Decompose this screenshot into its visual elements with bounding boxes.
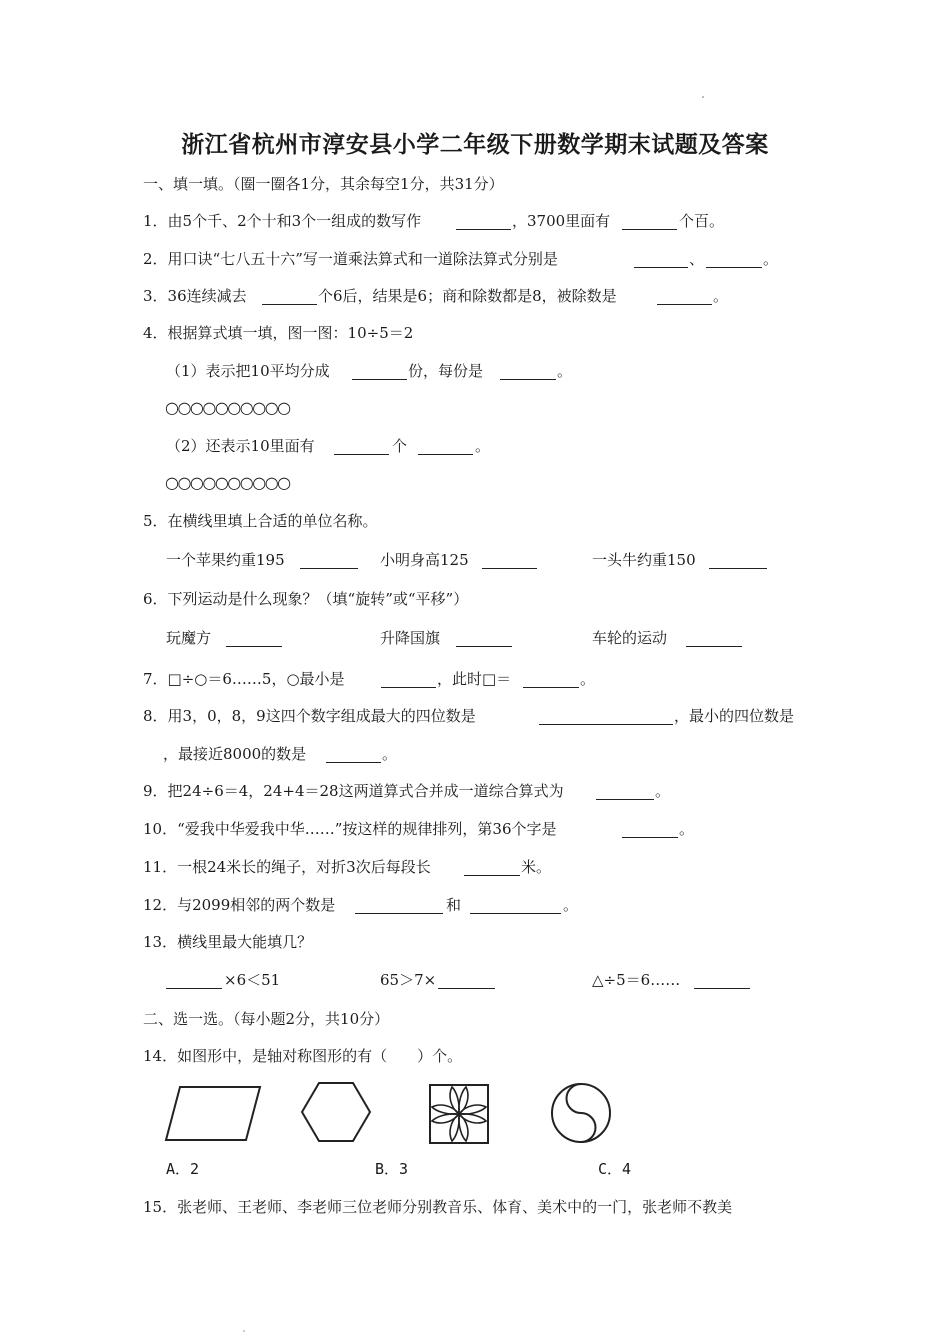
q8-blank-2[interactable] — [326, 762, 381, 763]
q5-item-b: 小明身高125 — [380, 551, 469, 569]
q4-part1-end: 。 — [557, 362, 573, 380]
q4-part1-text-a: （1）表示把10平均分成 — [166, 362, 330, 380]
q7-blank-1[interactable] — [381, 687, 436, 688]
q8-blank-1[interactable] — [539, 724, 673, 725]
q7-end: 。 — [580, 670, 596, 688]
square-flower-icon — [428, 1083, 490, 1145]
q11-end: 米。 — [521, 858, 552, 876]
parallelogram-icon — [163, 1085, 263, 1143]
q9-text-a: 9．把24÷6＝4，24+4＝28这两道算式合并成一道综合算式为 — [143, 782, 564, 800]
q6-blank-c[interactable] — [686, 646, 742, 647]
q2-blank-1[interactable] — [634, 267, 688, 268]
q12-text-b: 和 — [446, 896, 462, 914]
q10-text-a: 10．“爱我中华爱我中华……”按这样的规律排列，第36个字是 — [143, 820, 557, 838]
q13-blank-a[interactable] — [166, 988, 222, 989]
q12-blank-1[interactable] — [355, 913, 443, 914]
q4-part1-text-b: 份，每份是 — [408, 362, 484, 380]
q3-blank-2[interactable] — [657, 304, 712, 305]
q6-text: 6．下列运动是什么现象？（填“旋转”或“平移”） — [143, 590, 469, 608]
q5-text: 5．在横线里填上合适的单位名称。 — [143, 512, 378, 530]
q12-end: 。 — [563, 896, 579, 914]
q12-text-a: 12．与2099相邻的两个数是 — [143, 896, 336, 914]
q14-option-c[interactable]: C．4 — [598, 1160, 632, 1178]
q4-part1-blank-2[interactable] — [500, 379, 556, 380]
q7-text-b: ，此时□＝ — [437, 670, 512, 688]
q4-part2-text-a: （2）还表示10里面有 — [166, 437, 315, 455]
q3-text-b: 个6后，结果是6；商和除数都是8，被除数是 — [318, 287, 617, 305]
q14-option-a[interactable]: A．2 — [166, 1160, 200, 1178]
q14-option-b[interactable]: B．3 — [375, 1160, 409, 1178]
q6-item-c: 车轮的运动 — [592, 629, 668, 647]
hexagon-icon — [300, 1081, 372, 1143]
section2-heading: 二、选一选。（每小题2分，共10分） — [143, 1010, 390, 1028]
q15-text: 15．张老师、王老师、李老师三位老师分别教音乐、体育、美术中的一门，张老师不教美 — [143, 1198, 733, 1216]
q8-text-a: 8．用3，0，8，9这四个数字组成最大的四位数是 — [143, 707, 476, 725]
q2-text-a: 2．用口诀“七八五十六”写一道乘法算式和一道除法算式分别是 — [143, 250, 558, 268]
q4-part2-text-b: 个 — [392, 437, 408, 455]
q1-text-a: 1．由5个千、2个十和3个一组成的数写作 — [143, 212, 422, 230]
q12-blank-2[interactable] — [470, 913, 561, 914]
q8-text-b: ，最小的四位数是 — [674, 707, 795, 725]
q10-end: 。 — [679, 820, 695, 838]
q1-text-c: 个百。 — [679, 212, 725, 230]
q14-text: 14．如图形中，是轴对称图形的有（ ）个。 — [143, 1047, 463, 1065]
q2-end: 。 — [763, 250, 779, 268]
q5-blank-c[interactable] — [709, 568, 767, 569]
q1-blank-2[interactable] — [622, 229, 677, 230]
q6-blank-a[interactable] — [226, 646, 282, 647]
q9-blank[interactable] — [596, 799, 654, 800]
scan-speck-bottom — [243, 1330, 245, 1332]
section1-heading: 一、填一填。（圈一圈各1分，其余每空1分，共31分） — [143, 175, 504, 193]
q4-part2-blank-1[interactable] — [334, 454, 389, 455]
q13-blank-b[interactable] — [438, 988, 495, 989]
q4-part2-blank-2[interactable] — [418, 454, 473, 455]
q6-blank-b[interactable] — [456, 646, 512, 647]
q6-item-a: 玩魔方 — [166, 629, 212, 647]
q4-circles-2[interactable]: ○○○○○○○○○○ — [165, 473, 290, 492]
q6-item-b: 升降国旗 — [380, 629, 441, 647]
q1-blank-1[interactable] — [456, 229, 511, 230]
q5-blank-a[interactable] — [300, 568, 358, 569]
scan-speck — [702, 96, 704, 98]
q11-text-a: 11．一根24米长的绳子，对折3次后每段长 — [143, 858, 431, 876]
q8-end: 。 — [382, 745, 398, 763]
q5-blank-b[interactable] — [482, 568, 537, 569]
q13-blank-c[interactable] — [694, 988, 750, 989]
q3-end: 。 — [713, 287, 729, 305]
q4-circles-1[interactable]: ○○○○○○○○○○ — [165, 398, 290, 417]
q5-item-c: 一头牛约重150 — [592, 551, 696, 569]
q8-text-c: ，最接近8000的数是 — [163, 745, 307, 763]
q10-blank[interactable] — [622, 837, 678, 838]
q7-blank-2[interactable] — [523, 687, 579, 688]
q13-item-a: ×6＜51 — [224, 971, 281, 989]
yin-yang-icon — [548, 1081, 614, 1145]
q5-item-a: 一个苹果约重195 — [166, 551, 285, 569]
page-title: 浙江省杭州市淳安县小学二年级下册数学期末试题及答案 — [181, 132, 769, 158]
q3-blank-1[interactable] — [262, 304, 317, 305]
q1-text-b: ，3700里面有 — [512, 212, 611, 230]
q13-item-c: △÷5＝6…… — [592, 971, 681, 989]
q4-part2-end: 。 — [475, 437, 491, 455]
q4-text: 4．根据算式填一填，图一图：10÷5＝2 — [143, 324, 414, 342]
q9-end: 。 — [655, 782, 671, 800]
q13-item-b: 65＞7× — [380, 971, 437, 989]
q4-part1-blank-1[interactable] — [352, 379, 407, 380]
q2-separator: 、 — [689, 250, 705, 268]
q2-blank-2[interactable] — [706, 267, 762, 268]
q11-blank[interactable] — [464, 875, 520, 876]
q13-text: 13．横线里最大能填几？ — [143, 933, 313, 951]
q7-text-a: 7．□÷○＝6……5，○最小是 — [143, 670, 345, 688]
q3-text-a: 3．36连续减去 — [143, 287, 247, 305]
